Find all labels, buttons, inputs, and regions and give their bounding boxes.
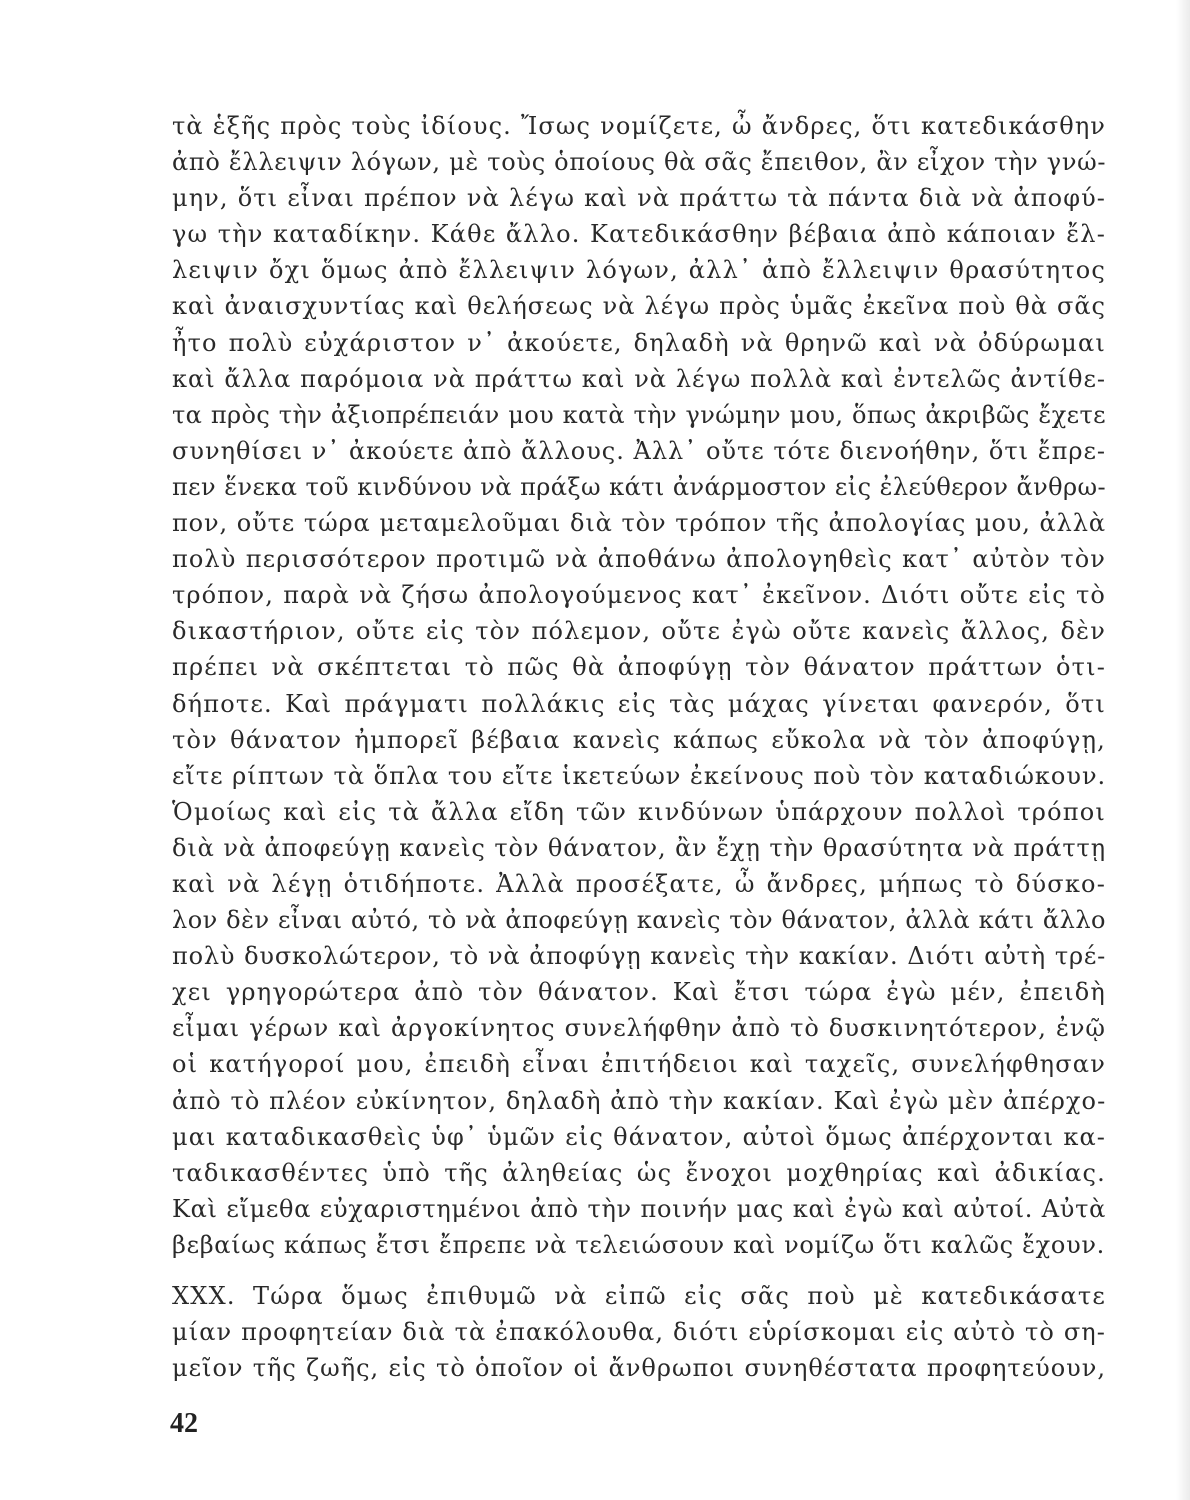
text-line: συνηθίσει ν᾽ ἀκούετε ἀπὸ ἄλλους. Ἀλλ᾽ οὔτε τότε διενοήθην, ὅτι ἔπρε- xyxy=(172,436,1106,465)
page-edge-shadow xyxy=(1176,0,1190,1500)
text-line: πολὺ περισσότερον προτιμῶ νὰ ἀποθάνω ἀπολογηθεὶς κατ᾽ αὐτὸν τὸν xyxy=(172,545,1106,574)
text-line: τὰ ἑξῆς πρὸς τοὺς ἰδίους. Ἴσως νομίζετε, ὦ ἄνδρες, ὅτι κατεδικάσθην xyxy=(172,112,1106,140)
text-line: πον, οὔτε τώρα μεταμελοῦμαι διὰ τὸν τρόπον τῆς ἀπολογίας μου, ἀλλὰ xyxy=(172,509,1106,538)
text-line: γω τὴν καταδίκην. Κάθε ἄλλο. Κατεδικάσθην βέβαια ἀπὸ κάποιαν ἔλ- xyxy=(172,220,1106,249)
text-line: Ὁμοίως καὶ εἰς τὰ ἄλλα εἴδη τῶν κινδύνων ὑπάρχουν πολλοὶ τρόποι xyxy=(172,797,1106,826)
text-line: δικαστήριον, οὔτε εἰς τὸν πόλεμον, οὔτε ἐγὼ οὔτε κανεὶς ἄλλος, δὲν xyxy=(172,617,1106,646)
text-line: ἀπὸ ἔλλειψιν λόγων, μὲ τοὺς ὁποίους θὰ σᾶς ἔπειθον, ἂν εἶχον τὴν γνώ- xyxy=(172,148,1106,177)
text-line: χει γρηγορώτερα ἀπὸ τὸν θάνατον. Καὶ ἔτσι τώρα ἐγὼ μέν, ἐπειδὴ xyxy=(172,978,1106,1007)
text-line: καὶ νὰ λέγῃ ὁτιδήποτε. Ἀλλὰ προσέξατε, ὦ ἄνδρες, μήπως τὸ δύσκο- xyxy=(172,869,1106,898)
text-line: ταδικασθέντες ὑπὸ τῆς ἀληθείας ὡς ἔνοχοι μοχθηρίας καὶ ἀδικίας. xyxy=(172,1158,1106,1187)
text-line: Καὶ εἴμεθα εὐχαριστημένοι ἀπὸ τὴν ποινήν μας καὶ ἐγὼ καὶ αὐτοί. Αὐτὰ xyxy=(172,1194,1106,1223)
text-line: ἦτο πολὺ εὐχάριστον ν᾽ ἀκούετε, δηλαδὴ νὰ θρηνῶ καὶ νὰ ὀδύρωμαι xyxy=(172,328,1106,357)
text-line: τρόπον, παρὰ νὰ ζήσω ἀπολογούμενος κατ᾽ ἐκεῖνον. Διότι οὔτε εἰς τὸ xyxy=(172,581,1106,610)
text-line: μίαν προφητείαν διὰ τὰ ἐπακόλουθα, διότι εὑρίσκομαι εἰς αὐτὸ τὸ ση- xyxy=(172,1318,1106,1347)
text-line: καὶ ἄλλα παρόμοια νὰ πράττω καὶ νὰ λέγω πολλὰ καὶ ἐντελῶς ἀντίθε- xyxy=(172,364,1106,393)
page-number: 42 xyxy=(170,1408,198,1439)
text-line: τὸν θάνατον ἠμπορεῖ βέβαια κανεὶς κάπως εὔκολα νὰ τὸν ἀποφύγῃ, xyxy=(172,725,1106,754)
text-line: μεῖον τῆς ζωῆς, εἰς τὸ ὁποῖον οἱ ἄνθρωποι συνηθέστατα προφητεύουν, xyxy=(172,1354,1106,1383)
text-line: μην, ὅτι εἶναι πρέπον νὰ λέγω καὶ νὰ πράττω τὰ πάντα διὰ νὰ ἀποφύ- xyxy=(172,184,1106,213)
text-line: εἴτε ρίπτων τὰ ὅπλα του εἴτε ἱκετεύων ἐκείνους ποὺ τὸν καταδιώκουν. xyxy=(172,761,1106,790)
text-line: λειψιν ὄχι ὅμως ἀπὸ ἔλλειψιν λόγων, ἀλλ᾽ ἀπὸ ἔλλειψιν θρασύτητος xyxy=(172,256,1106,285)
text-line: μαι καταδικασθεὶς ὑφ᾽ ὑμῶν εἰς θάνατον, αὐτοὶ ὅμως ἀπέρχονται κα- xyxy=(172,1122,1106,1151)
text-line: πολὺ δυσκολώτερον, τὸ νὰ ἀποφύγῃ κανεὶς τὴν κακίαν. Διότι αὐτὴ τρέ- xyxy=(172,942,1106,971)
text-line: δήποτε. Καὶ πράγματι πολλάκις εἰς τὰς μάχας γίνεται φανερόν, ὅτι xyxy=(172,689,1106,718)
text-line: διὰ νὰ ἀποφεύγῃ κανεὶς τὸν θάνατον, ἂν ἔχῃ τὴν θρασύτητα νὰ πράττῃ xyxy=(172,833,1106,862)
text-line: βεβαίως κάπως ἔτσι ἔπρεπε νὰ τελειώσουν καὶ νομίζω ὅτι καλῶς ἔχουν. xyxy=(172,1230,1105,1259)
text-line: πεν ἕνεκα τοῦ κινδύνου νὰ πράξω κάτι ἀνάρμοστον εἰς ἐλεύθερον ἄνθρω- xyxy=(172,472,1106,501)
text-line: τα πρὸς τὴν ἀξιοπρέπειάν μου κατὰ τὴν γνώμην μου, ὅπως ἀκριβῶς ἔχετε xyxy=(172,400,1106,429)
paragraph-2 xyxy=(172,1278,1106,1386)
paragraph-1 xyxy=(172,108,1106,1263)
text-line: οἱ κατήγοροί μου, ἐπειδὴ εἶναι ἐπιτήδειοι καὶ ταχεῖς, συνελήφθησαν xyxy=(172,1050,1106,1079)
text-line: ἀπὸ τὸ πλέον εὐκίνητον, δηλαδὴ ἀπὸ τὴν κακίαν. Καὶ ἐγὼ μὲν ἀπέρχο- xyxy=(172,1086,1106,1115)
text-line: πρέπει νὰ σκέπτεται τὸ πῶς θὰ ἀποφύγῃ τὸν θάνατον πράττων ὁτι- xyxy=(172,653,1106,682)
text-line: καὶ ἀναισχυντίας καὶ θελήσεως νὰ λέγω πρὸς ὑμᾶς ἐκεῖνα ποὺ θὰ σᾶς xyxy=(172,292,1106,321)
text-line: XXX. Τώρα ὅμως ἐπιθυμῶ νὰ εἰπῶ εἰς σᾶς ποὺ μὲ κατεδικάσατε xyxy=(172,1282,1106,1310)
text-line: εἶμαι γέρων καὶ ἀργοκίνητος συνελήφθην ἀπὸ τὸ δυσκινητότερον, ἐνῷ xyxy=(172,1014,1106,1043)
text-line: λον δὲν εἶναι αὐτό, τὸ νὰ ἀποφεύγῃ κανεὶς τὸν θάνατον, ἀλλὰ κάτι ἄλλο xyxy=(172,906,1106,935)
